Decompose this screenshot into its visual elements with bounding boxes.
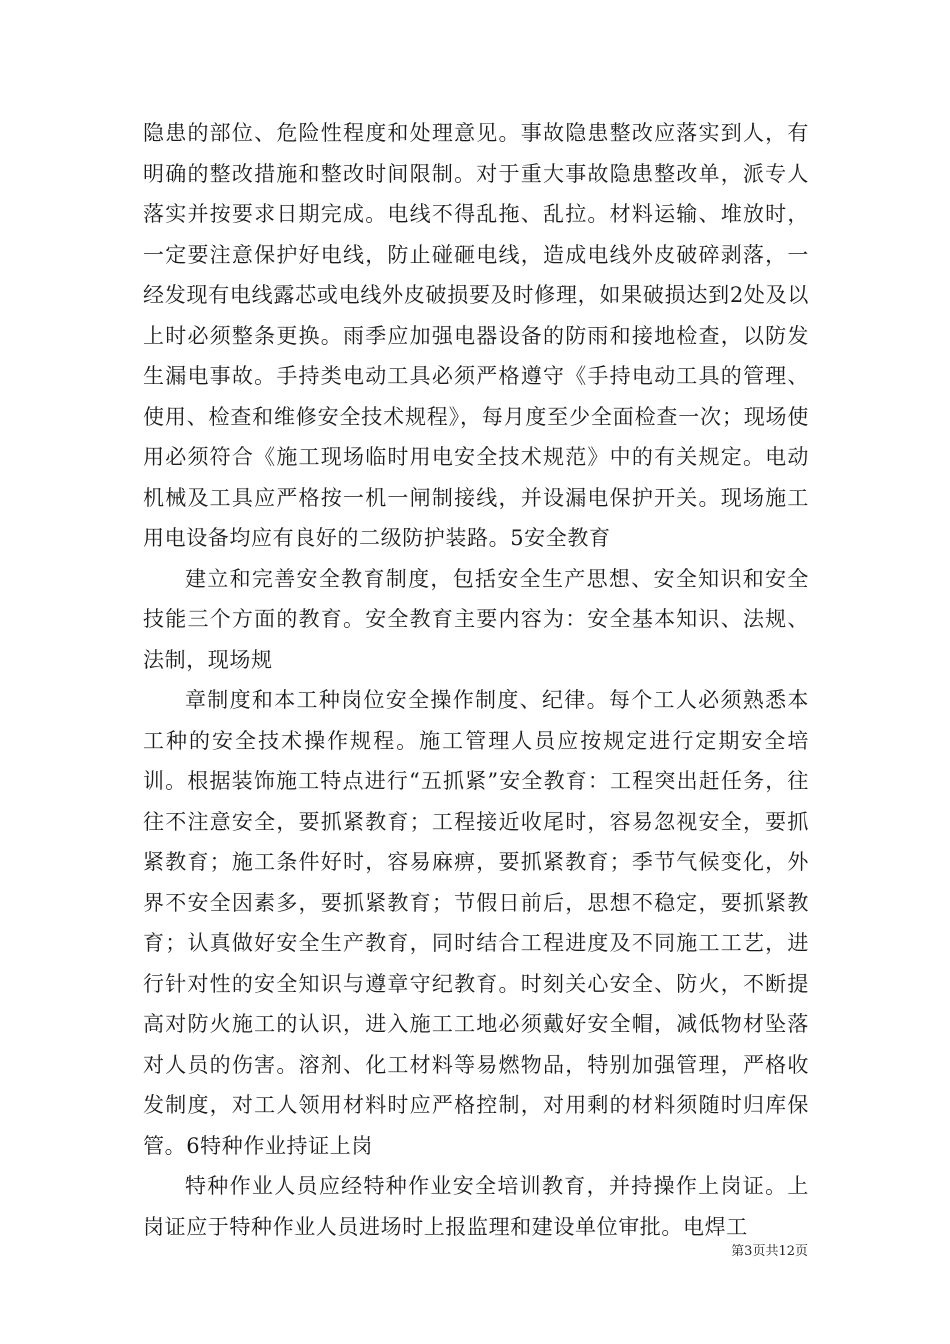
page-number-footer: 第3页共12页 [731, 1244, 808, 1259]
paragraph-4: 特种作业人员应经特种作业安全培训教育，并持操作上岗证。上岗证应于特种作业人员进场时上报监理和建设单位审批。电焊工 [143, 1174, 809, 1239]
document-body [143, 113, 809, 1247]
paragraph-3: 章制度和本工种岗位安全操作制度、纪律。每个工人必须熟悉本工种的安全技术操作规程。施工管理人员应按规定进行定期安全培训。根据装饰施工特点进行“五抓紧”安全教育：工程突出赶任务，往往不注意安全，要抓紧教育；工程接近收尾时，容易忽视安全，要抓紧教育；施工条件好时，容易麻痹，要抓紧教育；季节气候变化，外界不安全因素多，要抓紧教育；节假日前后，思想不稳定，要抓紧教育；认真做好安全生产教育，同时结合工程进度及不同施工工艺，进行针对性的安全知识与遵章守纪教育。时刻关心安全、防火，不断提高对防火施工的认识，进入施工工地必须戴好安全帽，减低物材坠落对人员的伤害。溶剂、化工材料等易燃物品，特别加强管理，严格收发制度，对工人领用材料时应严格控制，对用剩的材料须随时归库保管。6特种作业持证上岗 [143, 688, 809, 1158]
paragraph-2: 建立和完善安全教育制度，包括安全生产思想、安全知识和安全技能三个方面的教育。安全教育主要内容为：安全基本知识、法规、法制，现场规 [143, 566, 809, 672]
paragraph-1: 隐患的部位、危险性程度和处理意见。事故隐患整改应落实到人，有明确的整改措施和整改时间限制。对于重大事故隐患整改单，派专人落实并按要求日期完成。电线不得乱拖、乱拉。材料运输、堆放时，一定要注意保护好电线，防止碰砸电线，造成电线外皮破碎剥落，一经发现有电线露芯或电线外皮破损要及时修理，如果破损达到2处及以上时必须整条更换。雨季应加强电器设备的防雨和接地检查，以防发生漏电事故。手持类电动工具必须严格遵守《手持电动工具的管理、使用、检查和维修安全技术规程》，每月度至少全面检查一次；现场使用必须符合《施工现场临时用电安全技术规范》中的有关规定。电动机械及工具应严格按一机一闸制接线，并设漏电保护开关。现场施工用电设备均应有良好的二级防护装路。5安全教育 [143, 121, 809, 550]
